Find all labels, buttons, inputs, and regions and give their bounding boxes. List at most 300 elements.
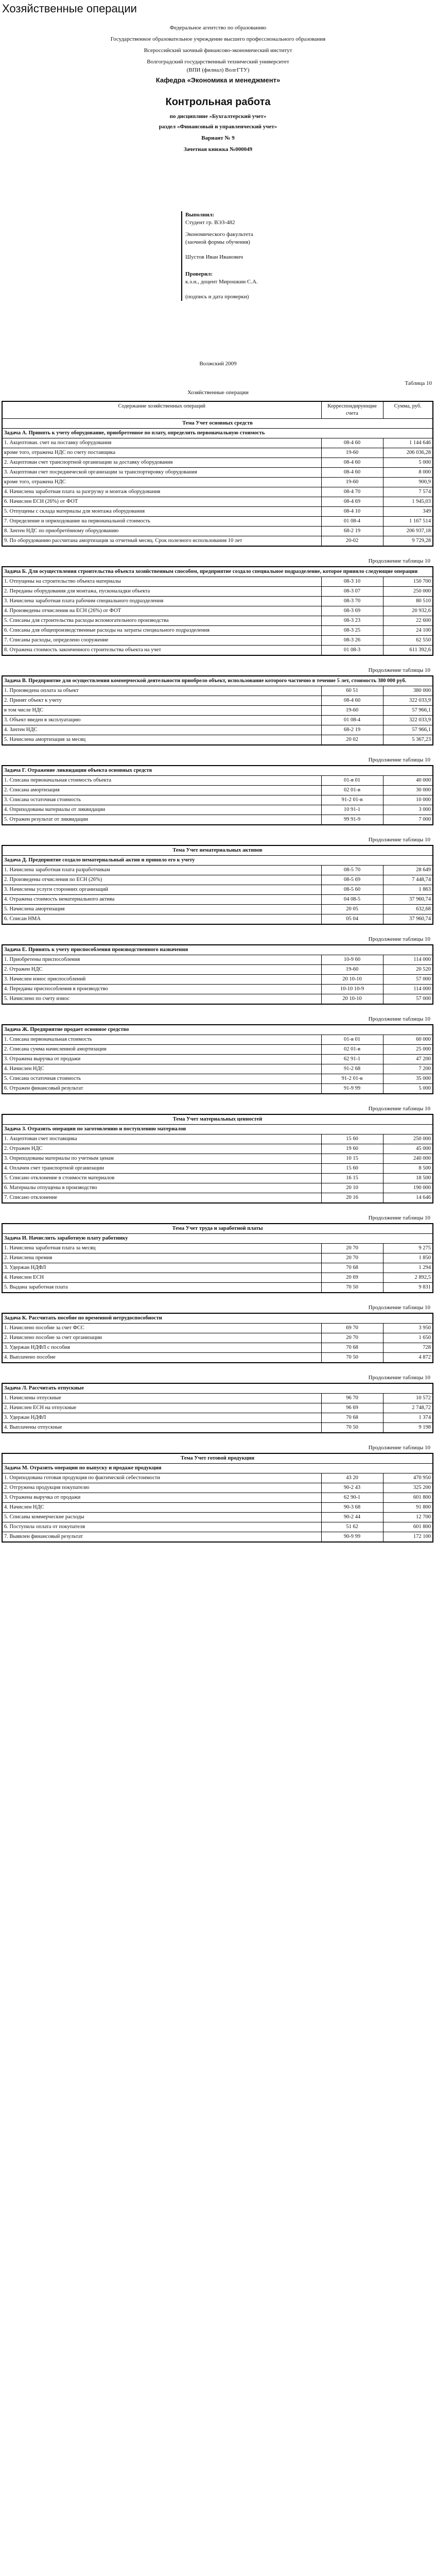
operation-description: 3. Удержан НДФЛ с пособия — [2, 1343, 321, 1353]
operation-description: 6. Отражен финансовый результат — [2, 1084, 321, 1094]
table-row — [2, 1055, 433, 1064]
operation-description: 1. Оприходована готовая продукция по фактической себестоимости — [2, 1473, 321, 1483]
account-correspondence: 96 70 — [321, 1394, 383, 1403]
account-correspondence: 20 70 — [321, 1333, 383, 1343]
table-row — [2, 955, 433, 965]
table-row — [2, 1324, 433, 1333]
operations-table — [2, 765, 433, 825]
table-row — [2, 716, 433, 725]
operation-amount: 325 200 — [383, 1483, 433, 1493]
table-row — [2, 776, 433, 786]
table-row — [2, 975, 433, 985]
task-statement: Задача Д. Предприятие создало нематериальный актив и приняло его к учету — [2, 856, 433, 866]
table-row — [2, 1183, 433, 1193]
operation-amount: 3 000 — [383, 805, 433, 815]
table-row — [2, 914, 433, 925]
operations-table — [2, 1383, 433, 1433]
account-correspondence: 96 69 — [321, 1403, 383, 1413]
table-row — [2, 438, 433, 448]
table-row — [2, 905, 433, 914]
operation-description: в том числе НДС — [2, 706, 321, 716]
operation-amount: 57 966,1 — [383, 725, 433, 735]
operation-amount: 40 000 — [383, 776, 433, 786]
branch-line-1: Волгоградский государственный технический университет — [147, 59, 289, 65]
continuation-label: Продолжение таблицы 10 — [368, 936, 430, 942]
operation-description: 3. Начислены услуги сторонних организаций — [2, 885, 321, 895]
department: Кафедра «Экономика и менеджмент» — [155, 76, 281, 84]
operation-description: 2. Списана сумма начисленной амортизации — [2, 1045, 321, 1055]
section-theme: Тема Учет готовой продукции — [2, 1453, 433, 1464]
student-name: Шустов Иван Иванович — [185, 254, 243, 260]
work-type: Контрольная работа — [165, 96, 271, 108]
subject-line-1: по дисциплине «Бухгалтерский учет» — [169, 113, 267, 120]
table-row — [2, 616, 433, 626]
table-row — [2, 458, 433, 468]
operations-table — [2, 1114, 433, 1204]
account-correspondence: 19 60 — [321, 1144, 383, 1154]
operation-amount: 611 392,6 — [383, 646, 433, 656]
table-row — [2, 815, 433, 825]
table-row — [2, 1513, 433, 1522]
operation-amount: 57 000 — [383, 975, 433, 985]
account-correspondence: 08-3 70 — [321, 597, 383, 606]
account-correspondence: 20 02 — [321, 735, 383, 745]
academy: Всероссийский заочный финансово-экономический институт — [144, 47, 292, 54]
operation-description: 4. Оприходованы материалы от ликвидации — [2, 805, 321, 815]
task-statement: Задача Г. Отражение ликвидации объекта основных средств — [2, 766, 433, 776]
account-correspondence: 70 68 — [321, 1263, 383, 1273]
account-correspondence: 08-4 70 — [321, 487, 383, 497]
account-correspondence: 08-4 60 — [321, 438, 383, 448]
continuation-label: Продолжение таблицы 10 — [368, 1445, 430, 1451]
operation-description: 3. Удержан НДФЛ — [2, 1263, 321, 1273]
operation-amount: 2 748,72 — [383, 1403, 433, 1413]
operation-amount: 24 100 — [383, 626, 433, 636]
task-statement: Задача Ж. Предприятие продает основное средство — [2, 1025, 433, 1035]
table-row — [2, 1084, 433, 1094]
table-label: Таблица 10 — [405, 380, 432, 386]
account-correspondence: 20 10-10 — [321, 994, 383, 1005]
account-correspondence: 08-5 70 — [321, 866, 383, 875]
table-row — [2, 487, 433, 497]
operation-description: 1. Списана первоначальная стоимость — [2, 1035, 321, 1045]
operation-description: 4. Выплачено пособие — [2, 1353, 321, 1363]
operation-description: 8. Зачтен НДС по приобретённому оборудованию — [2, 527, 321, 536]
table-row — [2, 1423, 433, 1433]
operation-description: 3. Акцептован счет посреднической организации за транспортировку оборудования — [2, 468, 321, 478]
table-row — [2, 1353, 433, 1363]
operation-amount: 37 960,74 — [383, 895, 433, 905]
operation-description: 3. Отражена выручка от продажи — [2, 1055, 321, 1064]
operation-description: кроме того, отражена НДС — [2, 478, 321, 487]
table-row — [2, 1483, 433, 1493]
account-correspondence: 08-3 25 — [321, 626, 383, 636]
operation-amount: 470 950 — [383, 1473, 433, 1483]
table-row — [2, 646, 433, 656]
account-correspondence: 16 15 — [321, 1174, 383, 1183]
operation-description: 2. Списана амортизация — [2, 786, 321, 795]
table-row — [2, 735, 433, 745]
operation-description: 1. Приобретены приспособления — [2, 955, 321, 965]
table-row — [2, 636, 433, 646]
table-row — [2, 1283, 433, 1293]
account-correspondence: 01-в 01 — [321, 776, 383, 786]
operation-description: 2. Отгружена продукция покупателю — [2, 1483, 321, 1493]
student-group: Студент гр. ВЭЗ-482 — [185, 219, 235, 226]
table-row — [2, 866, 433, 875]
operation-description: 2. Акцептован счет транспортной организации за доставку оборудования — [2, 458, 321, 468]
table-row — [2, 1473, 433, 1483]
operation-description: 3. Списана остаточная стоимость — [2, 795, 321, 805]
operation-description: 1. Произведена оплата за объект — [2, 686, 321, 696]
operation-amount: 240 000 — [383, 1154, 433, 1164]
operation-description: 4. Начислена заработная плата за разгрузку и монтаж оборудования — [2, 487, 321, 497]
operation-description: 2. Принят объект к учету — [2, 696, 321, 706]
table-row — [2, 1174, 433, 1183]
table-row — [2, 448, 433, 458]
operation-amount: 206 937,18 — [383, 527, 433, 536]
operation-description: 5. Выдана заработная плата — [2, 1283, 321, 1293]
operation-amount: 250 000 — [383, 1134, 433, 1144]
account-correspondence: 91-2 01-в — [321, 1074, 383, 1084]
account-correspondence: 08-5 60 — [321, 885, 383, 895]
account-correspondence: 08-4 60 — [321, 696, 383, 706]
subject-line-2: раздел «Финансовый и управленческий учет» — [159, 124, 277, 130]
header-content: Содержание хозяйственных операций — [2, 401, 321, 419]
operation-description: 4. Начислен НДС — [2, 1503, 321, 1513]
operation-amount: 206 036,28 — [383, 448, 433, 458]
account-correspondence: 43 20 — [321, 1473, 383, 1483]
account-correspondence: 19-60 — [321, 448, 383, 458]
operation-amount: 37 960,74 — [383, 914, 433, 925]
account-correspondence: 91-2 68 — [321, 1064, 383, 1074]
account-correspondence: 70 50 — [321, 1423, 383, 1433]
account-correspondence: 08-3 23 — [321, 616, 383, 626]
operation-amount: 900,9 — [383, 478, 433, 487]
operation-description: 6. Списаны для общепроизводственные расходы на затраты специального подразделения — [2, 626, 321, 636]
table-row — [2, 1193, 433, 1204]
account-correspondence: 10 15 — [321, 1154, 383, 1164]
operation-amount: 1 850 — [383, 1253, 433, 1263]
operation-description: 4. Начислен НДС — [2, 1064, 321, 1074]
operation-amount: 4 872 — [383, 1353, 433, 1363]
operation-description: 5. Отражен результат от ликвидации — [2, 815, 321, 825]
checked-label: Проверил: — [185, 271, 213, 277]
page-header: Хозяйственные операции — [2, 2, 137, 15]
operation-amount: 190 000 — [383, 1183, 433, 1193]
header-accounts: Корреспондирующие счета — [321, 401, 383, 419]
operation-description: 2. Отражен НДС — [2, 965, 321, 975]
operation-description: 3. Отражена выручка от продажи — [2, 1493, 321, 1503]
table-row — [2, 1134, 433, 1144]
operation-amount: 62 550 — [383, 636, 433, 646]
operation-amount: 57 000 — [383, 994, 433, 1005]
operation-description: 4. Начислен ЕСН — [2, 1273, 321, 1283]
continuation-label: Продолжение таблицы 10 — [368, 757, 430, 763]
operation-amount: 60 000 — [383, 1035, 433, 1045]
account-correspondence: 08-3 07 — [321, 587, 383, 597]
account-correspondence: 51 62 — [321, 1522, 383, 1532]
table-row — [2, 885, 433, 895]
operation-amount: 10 572 — [383, 1394, 433, 1403]
operation-description: 4. Произведены отчисления на ЕСН (26%) от ФОТ — [2, 606, 321, 616]
operation-description: 1. Начислена заработная плата разработчикам — [2, 866, 321, 875]
table-row — [2, 875, 433, 885]
operation-description: 1. Списана первоначальная стоимость объекта — [2, 776, 321, 786]
account-correspondence: 19-60 — [321, 706, 383, 716]
table-row — [2, 1064, 433, 1074]
table-row — [2, 1164, 433, 1174]
operation-amount: 5 000 — [383, 1084, 433, 1094]
operation-amount: 349 — [383, 507, 433, 517]
operation-description: 2. Произведены отчисления по ЕСН (26%) — [2, 875, 321, 885]
operation-amount: 250 000 — [383, 587, 433, 597]
student-box — [181, 211, 258, 301]
table-row — [2, 1253, 433, 1263]
operation-description: 6. Поступила оплата от покупателя — [2, 1522, 321, 1532]
operation-amount: 1 167 514 — [383, 517, 433, 527]
table-row — [2, 626, 433, 636]
table-row — [2, 805, 433, 815]
task-statement: Задача К. Рассчитать пособие по временной нетрудоспособности — [2, 1313, 433, 1324]
operation-amount: 1 863 — [383, 885, 433, 895]
operation-description: 3. Начислена заработная плата рабочим специального подразделения — [2, 597, 321, 606]
operation-amount: 12 700 — [383, 1513, 433, 1522]
account-correspondence: 19-60 — [321, 478, 383, 487]
account-correspondence: 90-2 44 — [321, 1513, 383, 1522]
operation-amount: 322 033,9 — [383, 716, 433, 725]
account-correspondence: 20 05 — [321, 905, 383, 914]
table-row — [2, 517, 433, 527]
account-correspondence: 01 08-4 — [321, 517, 383, 527]
operation-amount: 18 500 — [383, 1174, 433, 1183]
table-row — [2, 507, 433, 517]
operation-description: 3. Удержан НДФЛ — [2, 1413, 321, 1423]
operation-amount: 601 800 — [383, 1522, 433, 1532]
header-amount: Сумма, руб. — [383, 401, 433, 419]
account-correspondence: 90-3 68 — [321, 1503, 383, 1513]
table-row — [2, 786, 433, 795]
account-correspondence: 02 01-в — [321, 786, 383, 795]
task-statement: Задача В. Предприятие для осуществления коммерческой деятельности приобрело объект, использование которого частично в течение 5 лет, стоимость 380 000 руб. — [2, 676, 433, 686]
table-row — [2, 895, 433, 905]
account-correspondence: 20 16 — [321, 1193, 383, 1204]
operation-amount: 57 966,1 — [383, 706, 433, 716]
table-row — [2, 577, 433, 587]
operation-amount: 9 198 — [383, 1423, 433, 1433]
table-row — [2, 468, 433, 478]
table-caption: Хозяйственные операции — [187, 389, 249, 396]
table-row — [2, 965, 433, 975]
section-theme: Тема Учет нематериальных активов — [2, 845, 433, 856]
operation-description: 2. Начислен ЕСН на отпускные — [2, 1403, 321, 1413]
table-row — [2, 985, 433, 994]
table-row — [2, 1244, 433, 1253]
task-statement: Задача А. Принять к учету оборудование, приобретенное по плату, определить первоначальную стоимость — [2, 429, 433, 438]
operation-description: 2. Начислена премия — [2, 1253, 321, 1263]
continuation-label: Продолжение таблицы 10 — [368, 1375, 430, 1381]
operation-description: 7. Списаны расходы, определено сооружение — [2, 636, 321, 646]
operation-amount: 601 800 — [383, 1493, 433, 1503]
table-row — [2, 1144, 433, 1154]
account-correspondence: 20 10-10 — [321, 975, 383, 985]
account-correspondence: 90-9 99 — [321, 1532, 383, 1543]
operation-description: 7. Выявлен финансовый результат — [2, 1532, 321, 1543]
account-correspondence: 10 91-1 — [321, 805, 383, 815]
continuation-label: Продолжение таблицы 10 — [368, 1304, 430, 1311]
operation-description: 5. Начислена амортизация — [2, 905, 321, 914]
account-correspondence: 08-3 69 — [321, 606, 383, 616]
operation-amount: 5 000 — [383, 458, 433, 468]
table-row — [2, 587, 433, 597]
account-correspondence: 08-3 10 — [321, 577, 383, 587]
variant: Вариант № 9 — [201, 135, 235, 141]
account-correspondence: 02 01-в — [321, 1045, 383, 1055]
operation-amount: 322 033,9 — [383, 696, 433, 706]
operation-description: 7. Определение и оприходование на первоначальной стоимость — [2, 517, 321, 527]
operation-amount: 2 892,5 — [383, 1273, 433, 1283]
operation-description: 1. Начислены отпускные — [2, 1394, 321, 1403]
task-statement: Задача М. Отразить операции по выпуску и продаже продукции — [2, 1464, 433, 1473]
table-row — [2, 1035, 433, 1045]
table-row — [2, 497, 433, 507]
operation-amount: 47 200 — [383, 1055, 433, 1064]
operation-amount: 35 000 — [383, 1074, 433, 1084]
account-correspondence: 04 08-5 — [321, 895, 383, 905]
table-row — [2, 597, 433, 606]
checker-name: к.э.н., доцент Мирошкин С.А. — [185, 279, 258, 285]
performed-label: Выполнил: — [185, 212, 215, 218]
operation-amount: 728 — [383, 1343, 433, 1353]
account-correspondence: 70 50 — [321, 1353, 383, 1363]
account-correspondence: 10-10 10-9 — [321, 985, 383, 994]
operations-table — [2, 1453, 433, 1543]
operation-description: 3. Оприходованы материалы по учетным ценам — [2, 1154, 321, 1164]
table-row — [2, 795, 433, 805]
operation-description: 5. Списано отклонение в стоимости материалов — [2, 1174, 321, 1183]
operation-amount: 8 000 — [383, 468, 433, 478]
operations-table — [2, 1313, 433, 1363]
operation-description: 4. Зачтен НДС — [2, 725, 321, 735]
task-statement: Задача Л. Рассчитать отпускные — [2, 1383, 433, 1394]
student-form: (заочной формы обучения) — [185, 239, 250, 245]
table-row — [2, 1045, 433, 1055]
operation-description: 5. Начислена амортизация за месяц — [2, 735, 321, 745]
table-row — [2, 1493, 433, 1503]
operation-description: кроме того, отражена НДС по счету поставщика — [2, 448, 321, 458]
operations-table — [2, 675, 433, 745]
operation-amount: 28 649 — [383, 866, 433, 875]
task-statement: Задача З. Отразить операции по заготовлению и поступлению материалов — [2, 1125, 433, 1134]
account-correspondence: 70 68 — [321, 1343, 383, 1353]
account-correspondence: 20-02 — [321, 536, 383, 547]
account-correspondence: 70 68 — [321, 1413, 383, 1423]
operation-description: 8. Отражена стоимость законченного строительства объекта на учет — [2, 646, 321, 656]
operation-description: 1. Акцептован счет поставщика — [2, 1134, 321, 1144]
operation-amount: 114 000 — [383, 955, 433, 965]
book-number: Зачетная книжка №000049 — [183, 146, 253, 152]
operation-amount: 3 950 — [383, 1324, 433, 1333]
account-correspondence: 15 60 — [321, 1164, 383, 1174]
operation-amount: 114 000 — [383, 985, 433, 994]
account-correspondence: 20 10 — [321, 1183, 383, 1193]
operation-amount: 1 374 — [383, 1413, 433, 1423]
account-correspondence: 91-2 01-в — [321, 795, 383, 805]
operation-description: 3. Объект введен в эксплуатацию — [2, 716, 321, 725]
operation-description: 5. Списаны для строительства расходы вспомогательного производства — [2, 616, 321, 626]
operations-table — [2, 944, 433, 1005]
account-correspondence: 20 70 — [321, 1253, 383, 1263]
operation-description: 7. Списано отклонение — [2, 1193, 321, 1204]
account-correspondence: 68-2 19 — [321, 527, 383, 536]
operations-table — [2, 566, 433, 656]
table-row — [2, 1394, 433, 1403]
table-row — [2, 725, 433, 735]
account-correspondence: 01 08-4 — [321, 716, 383, 725]
section-theme: Тема Учет основных средств — [2, 419, 433, 429]
table-row — [2, 1413, 433, 1423]
continuation-label: Продолжение таблицы 10 — [368, 558, 430, 564]
task-statement: Задача И. Начислить заработную плату работнику — [2, 1234, 433, 1244]
operation-amount: 150 700 — [383, 577, 433, 587]
continuation-label: Продолжение таблицы 10 — [368, 1106, 430, 1112]
operations-table — [2, 401, 433, 547]
account-correspondence: 10-9 60 — [321, 955, 383, 965]
operation-description: 1. Начислено пособие за счет ФСС — [2, 1324, 321, 1333]
operation-amount: 9 831 — [383, 1283, 433, 1293]
operation-amount: 7 000 — [383, 815, 433, 825]
operation-amount: 45 000 — [383, 1144, 433, 1154]
operation-description: 4. Переданы приспособления в производство — [2, 985, 321, 994]
operation-amount: 14 646 — [383, 1193, 433, 1204]
account-correspondence: 20 70 — [321, 1244, 383, 1253]
account-correspondence: 62 91-1 — [321, 1055, 383, 1064]
operation-amount: 9 729,28 — [383, 536, 433, 547]
account-correspondence: 60 51 — [321, 686, 383, 696]
operation-amount: 22 600 — [383, 616, 433, 626]
table-row — [2, 696, 433, 706]
operation-description: 2. Отражен НДС — [2, 1144, 321, 1154]
operations-table — [2, 845, 433, 925]
operation-description: 1. Начислена заработная плата за месяц — [2, 1244, 321, 1253]
operation-description: 6. Списан НМА — [2, 914, 321, 925]
account-correspondence: 01-в 01 — [321, 1035, 383, 1045]
operation-amount: 9 275 — [383, 1244, 433, 1253]
account-correspondence: 08-4 60 — [321, 468, 383, 478]
account-correspondence: 90-2 43 — [321, 1483, 383, 1493]
title-page — [0, 21, 436, 154]
account-correspondence: 15 60 — [321, 1134, 383, 1144]
continuation-label: Продолжение таблицы 10 — [368, 667, 430, 673]
table-row — [2, 536, 433, 547]
account-correspondence: 08-4 10 — [321, 507, 383, 517]
continuation-label: Продолжение таблицы 10 — [368, 837, 430, 843]
operation-amount: 380 000 — [383, 686, 433, 696]
table-row — [2, 1263, 433, 1273]
task-statement: Задача Б. Для осуществления строительства объекта хозяйственным способом, предприятие создало специальное подразделение, которое приняло следующие операции — [2, 567, 433, 577]
operation-amount: 30 000 — [383, 786, 433, 795]
signature-line: (подпись и дата проверки) — [185, 294, 249, 300]
account-correspondence: 19-60 — [321, 965, 383, 975]
operation-amount: 1 294 — [383, 1263, 433, 1273]
ministry: Федеральное агентство по образованию — [169, 25, 267, 31]
operation-description: 5. Списана остаточная стоимость — [2, 1074, 321, 1084]
operation-amount: 10 000 — [383, 795, 433, 805]
account-correspondence: 05 04 — [321, 914, 383, 925]
operation-description: 5. Начислено по счету износ — [2, 994, 321, 1005]
operations-table — [2, 1024, 433, 1094]
operation-amount: 25 000 — [383, 1045, 433, 1055]
